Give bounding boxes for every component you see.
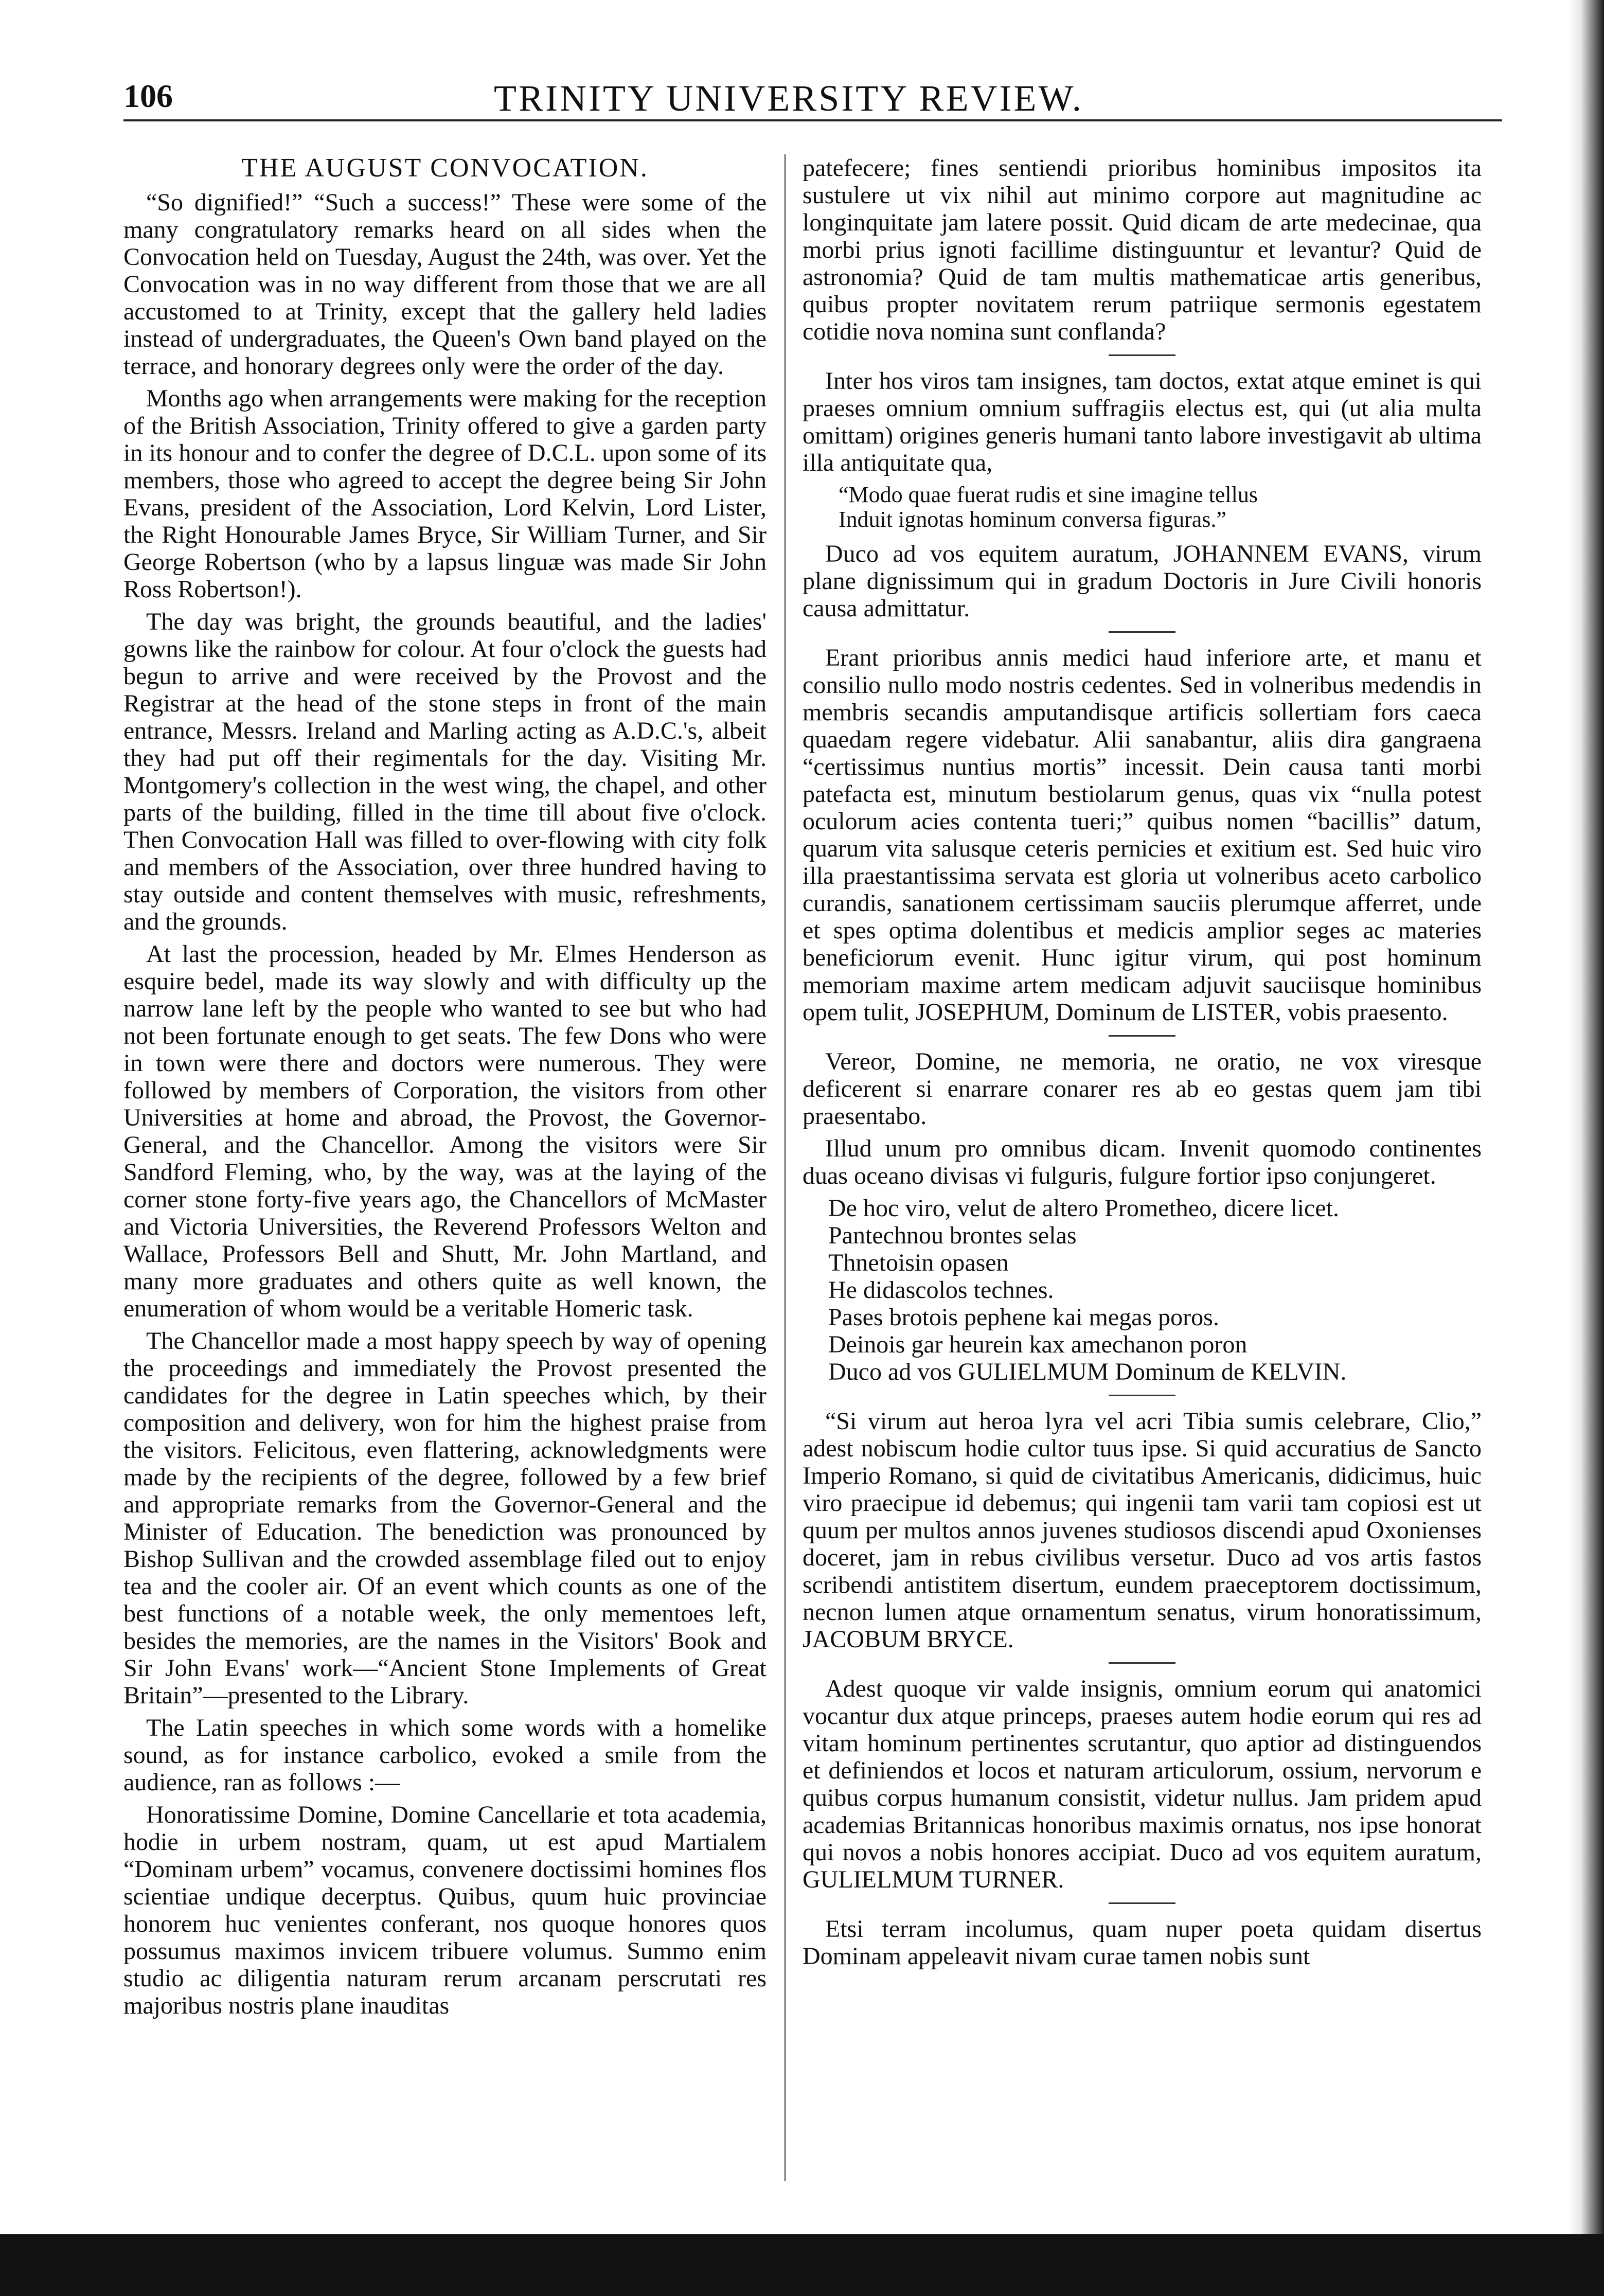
section-separator: [1109, 354, 1175, 356]
kelvin-paragraph: Illud unum pro omnibus dicam. Invenit quomodo continentes duas oceano divisas vi fulguris, fulgure fortior ipso conjungeret.: [803, 1135, 1482, 1189]
bryce-paragraph: “Si virum aut heroa lyra vel acri Tibia sumis celebrare, Clio,” adest nobiscum hodie cultor tuus ipse. Si quid accuratius de Sancto Imperio Romano, si quid de civitatibus Americanis, didicimus, huic viro praecipue id debemus; qui ingenii tam varii tam copiosi est ut quum per multos annos juvenes studiosos discendi apud Oxonienses doceret, jam in rebus civilibus versetur. Duco ad vos artis fastos scribendi antistitem disertum, eundem praeceptorem doctissimum, necnon lumen atque ornamentum senatus, virum honoratissimum, JACOBUM BRYCE.: [803, 1408, 1482, 1653]
latin-intro-paragraph: patefecere; fines sentiendi prioribus hominibus impositos ita sustulere ut vix nihil aut minimo corpore aut magnitudine ac longinquitate jam latere possit. Quid dicam de arte medecinae, qua morbi prius ignoti facillime distinguuntur et levantur? Quid de astronomia? Quid de tam multis mathematicae artis generibus, quibus propter novitatem rerum patriique sermonis egestatem cotidie nova nomina sunt conflanda?: [803, 154, 1482, 345]
page-header: [123, 67, 1512, 123]
stanza-line: He didascolos technes.: [828, 1276, 1054, 1304]
verse-line: Induit ignotas hominum conversa figuras.”: [839, 507, 1226, 532]
stanza-line: Thnetoisin opasen: [828, 1249, 1009, 1276]
verse-line: “Modo quae fuerat rudis et sine imagine tellus: [839, 482, 1258, 507]
article-paragraph: At last the procession, headed by Mr. Elmes Henderson as esquire bedel, made its way slowly and with difficulty up the narrow lane left by the people who wanted to see but who had not been fortunate enough to get seats. The few Dons who were in town were there and doctors were numerous. They were followed by members of Corporation, the visitors from other Universities at home and abroad, the Provost, the Governor-General, and the Chancellor. Among the visitors were Sir Sandford Fleming, who, by the way, was at the laying of the corner stone forty-five years ago, the Chancellors of McMaster and Victoria Universities, the Reverend Professors Welton and Wallace, Professors Bell and Shutt, Mr. John Martland, and many more graduates and others quite as well known, the enumeration of whom would be a veritable Homeric task.: [123, 940, 767, 1322]
closing-paragraph: Etsi terram incolumus, quam nuper poeta quidam disertus Dominam appeleavit nivam curae tamen nobis sunt: [803, 1915, 1482, 1970]
column-divider: [785, 154, 786, 2181]
ovid-quotation: [839, 483, 1482, 532]
section-separator: [1109, 1902, 1175, 1904]
latin-speech-opening: Honoratissime Domine, Domine Cancellarie et tota academia, hodie in urbem nostram, quam, ut est apud Martialem “Dominam urbem” vocamus, convenere doctissimi homines flos scientiae undique decerptus. Quibus, quum huic provinciae honorem huc venientes conferant, nos quoque honores quos possumus maximos invicem tribuere volumus. Summo enim studio ac diligentia naturam rerum arcanam perscrutati res majoribus nostris plane inauditas: [123, 1801, 767, 2019]
page-number: 106: [123, 78, 173, 114]
left-column: [123, 154, 767, 2024]
article-paragraph: The Chancellor made a most happy speech by way of opening the proceedings and immediately the Provost presented the candidates for the degree in Latin speeches which, by their composition and delivery, won for him the highest praise from the visitors. Felicitous, even flattering, acknowledgments were made by the recipients of the degree, followed by a few brief and appropriate remarks from the Governor-General and the Minister of Education. The benediction was pronounced by Bishop Sullivan and the crowded assemblage filed out to enjoy tea and the cooler air. Of an event which counts as one of the best functions of a notable week, the only mementoes left, besides the memories, are the names in the Visitors' Book and Sir John Evans' work—“Ancient Stone Implements of Great Britain”—presented to the Library.: [123, 1327, 767, 1709]
article-title: THE AUGUST CONVOCATION.: [241, 153, 649, 183]
scan-bottom-border: [0, 2234, 1604, 2296]
section-separator: [1109, 631, 1175, 633]
kelvin-stanza: [828, 1195, 1482, 1385]
scanner-edge-shadow: [1568, 0, 1604, 2296]
evans-paragraph: Inter hos viros tam insignes, tam doctos, extat atque eminet is qui praeses omnium omnium suffragiis electus est, qui (ut alia multa omittam) origines generis humani tanto labore investigavit ab ultima illa antiquitate qua,: [803, 367, 1482, 476]
section-separator: [1109, 1662, 1175, 1664]
journal-title: TRINITY UNIVERSITY REVIEW.: [494, 78, 1083, 119]
stanza-line: Pases brotois pephene kai megas poros.: [828, 1304, 1219, 1331]
header-rule: [123, 119, 1502, 121]
section-separator: [1109, 1395, 1175, 1396]
lister-paragraph: Erant prioribus annis medici haud inferiore arte, et manu et consilio nullo modo nostris cedentes. Sed in volneribus medendis in membris secandis amputandisque artificis sollertiam fors caeca quaedam regere videbatur. Alii sanabantur, aliis dira gangraena “certissimus nuntius mortis” incessit. Dein causa tanti morbi patefacta est, minutum bestiolarum genus, quas vix “nulla potest oculorum acies contenta tueri;” quibus nomen “bacillis” datum, quarum vita salusque ceteris pernicies et exitium est. Sed huic viro illa praestantissima servata est gloria ut volneribus aceto carbolico curandis, sanationem certissimam sauciis plerumque afferret, unde et spes optima dolentibus et medicis amplior seges ac materies beneficiorum evenit. Hunc igitur virum, qui post hominum memoriam maxime artem medicam adjuvit sauciisque hominibus opem tulit, JOSEPHUM, Dominum de LISTER, vobis praesento.: [803, 644, 1482, 1026]
stanza-line: De hoc viro, velut de altero Prometheo, dicere licet.: [828, 1195, 1339, 1222]
article-paragraph: The day was bright, the grounds beautiful, and the ladies' gowns like the rainbow for colour. At four o'clock the guests had begun to arrive and were received by the Provost and the Registrar at the head of the stone steps in front of the main entrance, Messrs. Ireland and Marling acting as A.D.C.'s, albeit they had put off their regimentals for the day. Visiting Mr. Montgomery's collection in the west wing, the chapel, and other parts of the building, filled in the time till about five o'clock. Then Convocation Hall was filled to over-flowing with city folk and members of the Association, over three hundred having to stay outside and content themselves with music, refreshments, and the grounds.: [123, 608, 767, 935]
article-paragraph: Months ago when arrangements were making for the reception of the British Association, Trinity offered to give a garden party in its honour and to confer the degree of D.C.L. upon some of its members, those who agreed to accept the degree being Sir John Evans, president of the Association, Lord Kelvin, Lord Lister, the Right Honourable James Bryce, Sir William Turner, and Sir George Robertson (who by a lapsus linguæ was made Sir John Ross Robertson!).: [123, 385, 767, 603]
evans-presentation: Duco ad vos equitem auratum, JOHANNEM EVANS, virum plane dignissimum qui in gradum Doctoris in Jure Civili honoris causa admittatur.: [803, 540, 1482, 622]
turner-paragraph: Adest quoque vir valde insignis, omnium eorum qui anatomici vocantur dux atque princeps, praeses autem hodie eorum qui res ad vitam hominum pertinentes scrutantur, quo aptior ad distinguendos et definiendos et locos et naturam articulorum, ossium, nervorum e quibus corpus humanum consistit, videtur nullus. Jam pridem apud academias Britannicas honoribus maximis ornatus, nos ipse honorat qui novos a nobis honores accipiat. Duco ad vos equitem auratum, GULIELMUM TURNER.: [803, 1675, 1482, 1893]
kelvin-paragraph: Vereor, Domine, ne memoria, ne oratio, ne vox viresque deficerent si enarrare conarer res ab eo gestas quem jam tibi praesentabo.: [803, 1048, 1482, 1130]
right-column: [803, 154, 1482, 1975]
stanza-line: Duco ad vos GULIELMUM Dominum de KELVIN.: [828, 1358, 1347, 1385]
stanza-line: Deinois gar heurein kax amechanon poron: [828, 1331, 1247, 1358]
stanza-line: Pantechnou brontes selas: [828, 1222, 1077, 1249]
article-paragraph: “So dignified!” “Such a success!” These were some of the many congratulatory remarks heard on all sides when the Convocation held on Tuesday, August the 24th, was over. Yet the Convocation was in no way different from those that we are all accustomed to at Trinity, except that the gallery held ladies instead of undergraduates, the Queen's Own band played on the terrace, and honorary degrees only were the order of the day.: [123, 189, 767, 380]
section-separator: [1109, 1035, 1175, 1037]
article-paragraph: The Latin speeches in which some words with a homelike sound, as for instance carbolico, evoked a smile from the audience, ran as follows :—: [123, 1714, 767, 1796]
